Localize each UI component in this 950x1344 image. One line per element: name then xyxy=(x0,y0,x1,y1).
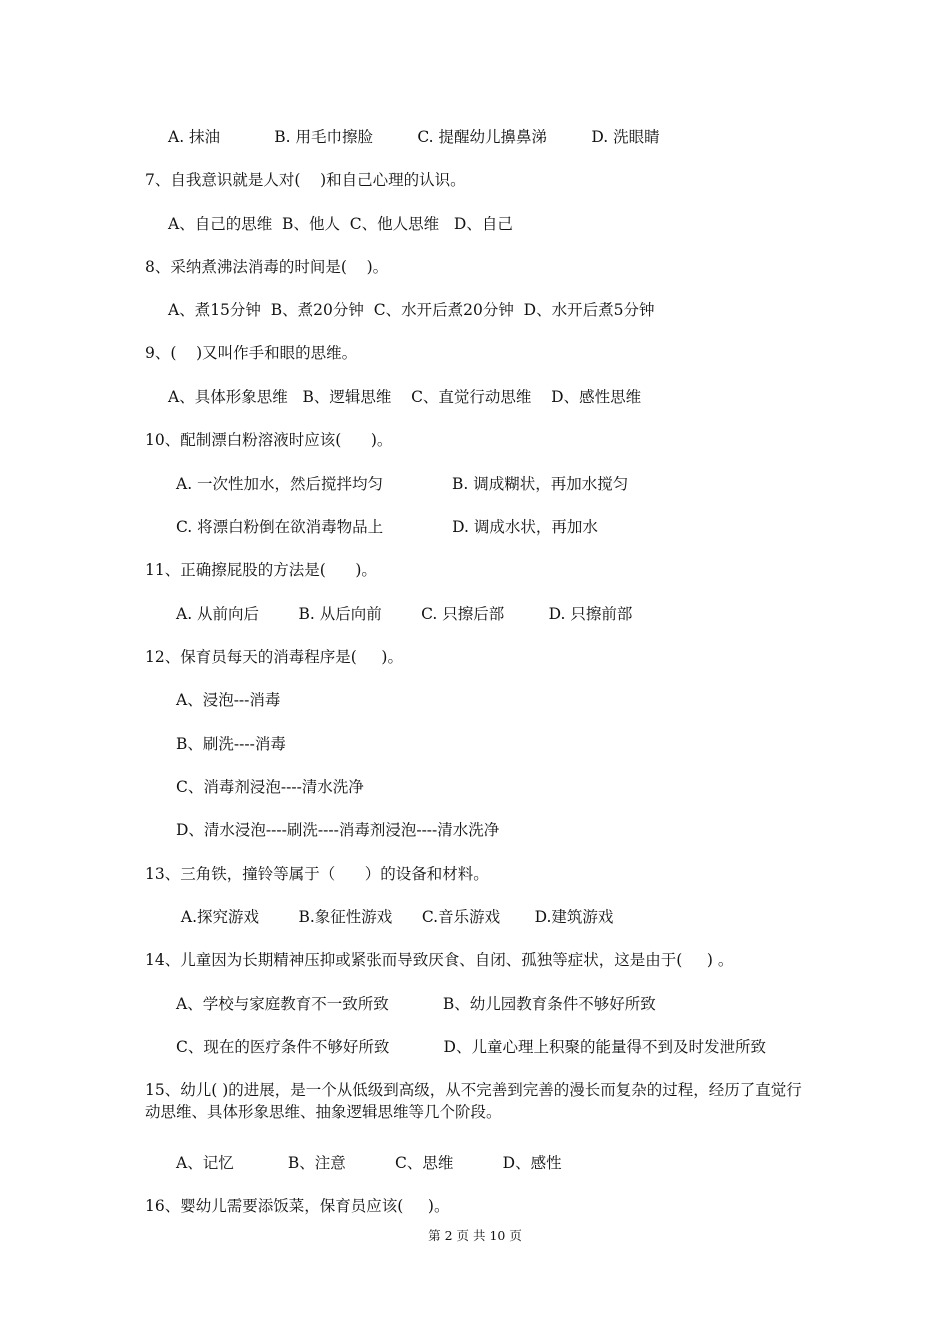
question-13: 13、三角铁，撞铃等属于（ ）的设备和材料。 xyxy=(145,865,489,883)
q11-options: A. 从前向后 B. 从后向前 C. 只擦后部 D. 只擦前部 xyxy=(176,605,633,623)
q6-options: A. 抹油 B. 用毛巾擦脸 C. 提醒幼儿擤鼻涕 D. 洗眼睛 xyxy=(168,128,660,146)
question-15: 15、幼儿( )的进展，是一个从低级到高级，从不完善到完善的漫长而复杂的过程，经历了直觉行动思维、具体形象思维、抽象逻辑思维等几个阶段。 xyxy=(145,1081,802,1121)
q10-options-cd: C. 将漂白粉倒在欲消毒物品上 D. 调成水状，再加水 xyxy=(176,518,598,536)
question-11: 11、正确擦屁股的方法是( )。 xyxy=(145,561,377,579)
question-8: 8、采纳煮沸法消毒的时间是( )。 xyxy=(145,258,389,276)
question-7: 7、自我意识就是人对( )和自己心理的认识。 xyxy=(145,171,466,189)
q14-options-ab: A、学校与家庭教育不一致所致 B、幼儿园教育条件不够好所致 xyxy=(176,995,656,1013)
q12-option-d: D、清水浸泡----刷洗----消毒剂浸泡----清水洗净 xyxy=(176,821,500,839)
q12-option-b: B、刷洗----消毒 xyxy=(176,735,286,753)
q12-option-a: A、浸泡---消毒 xyxy=(176,691,281,709)
q14-options-cd: C、现在的医疗条件不够好所致 D、儿童心理上积聚的能量得不到及时发泄所致 xyxy=(176,1038,766,1056)
q13-options: A.探究游戏 B.象征性游戏 C.音乐游戏 D.建筑游戏 xyxy=(176,908,614,926)
question-16: 16、婴幼儿需要添饭菜，保育员应该( )。 xyxy=(145,1197,450,1215)
q10-options-ab: A. 一次性加水，然后搅拌均匀 B. 调成糊状，再加水搅匀 xyxy=(176,475,629,493)
q12-option-c: C、消毒剂浸泡----清水洗净 xyxy=(176,778,364,796)
question-9: 9、( )又叫作手和眼的思维。 xyxy=(145,344,358,362)
page-footer: 第 2 页 共 10 页 xyxy=(428,1228,522,1243)
question-14: 14、儿童因为长期精神压抑或紧张而导致厌食、自闭、孤独等症状，这是由于( ) 。 xyxy=(145,951,734,969)
q8-options: A、煮15分钟 B、煮20分钟 C、水开后煮20分钟 D、水开后煮5分钟 xyxy=(168,301,655,319)
q7-options: A、自己的思维 B、他人 C、他人思维 D、自己 xyxy=(168,215,513,233)
q9-options: A、具体形象思维 B、逻辑思维 C、直觉行动思维 D、感性思维 xyxy=(168,388,642,406)
question-10: 10、配制漂白粉溶液时应该( )。 xyxy=(145,431,393,449)
q15-options: A、记忆 B、注意 C、思维 D、感性 xyxy=(176,1154,562,1172)
question-12: 12、保育员每天的消毒程序是( )。 xyxy=(145,648,403,666)
